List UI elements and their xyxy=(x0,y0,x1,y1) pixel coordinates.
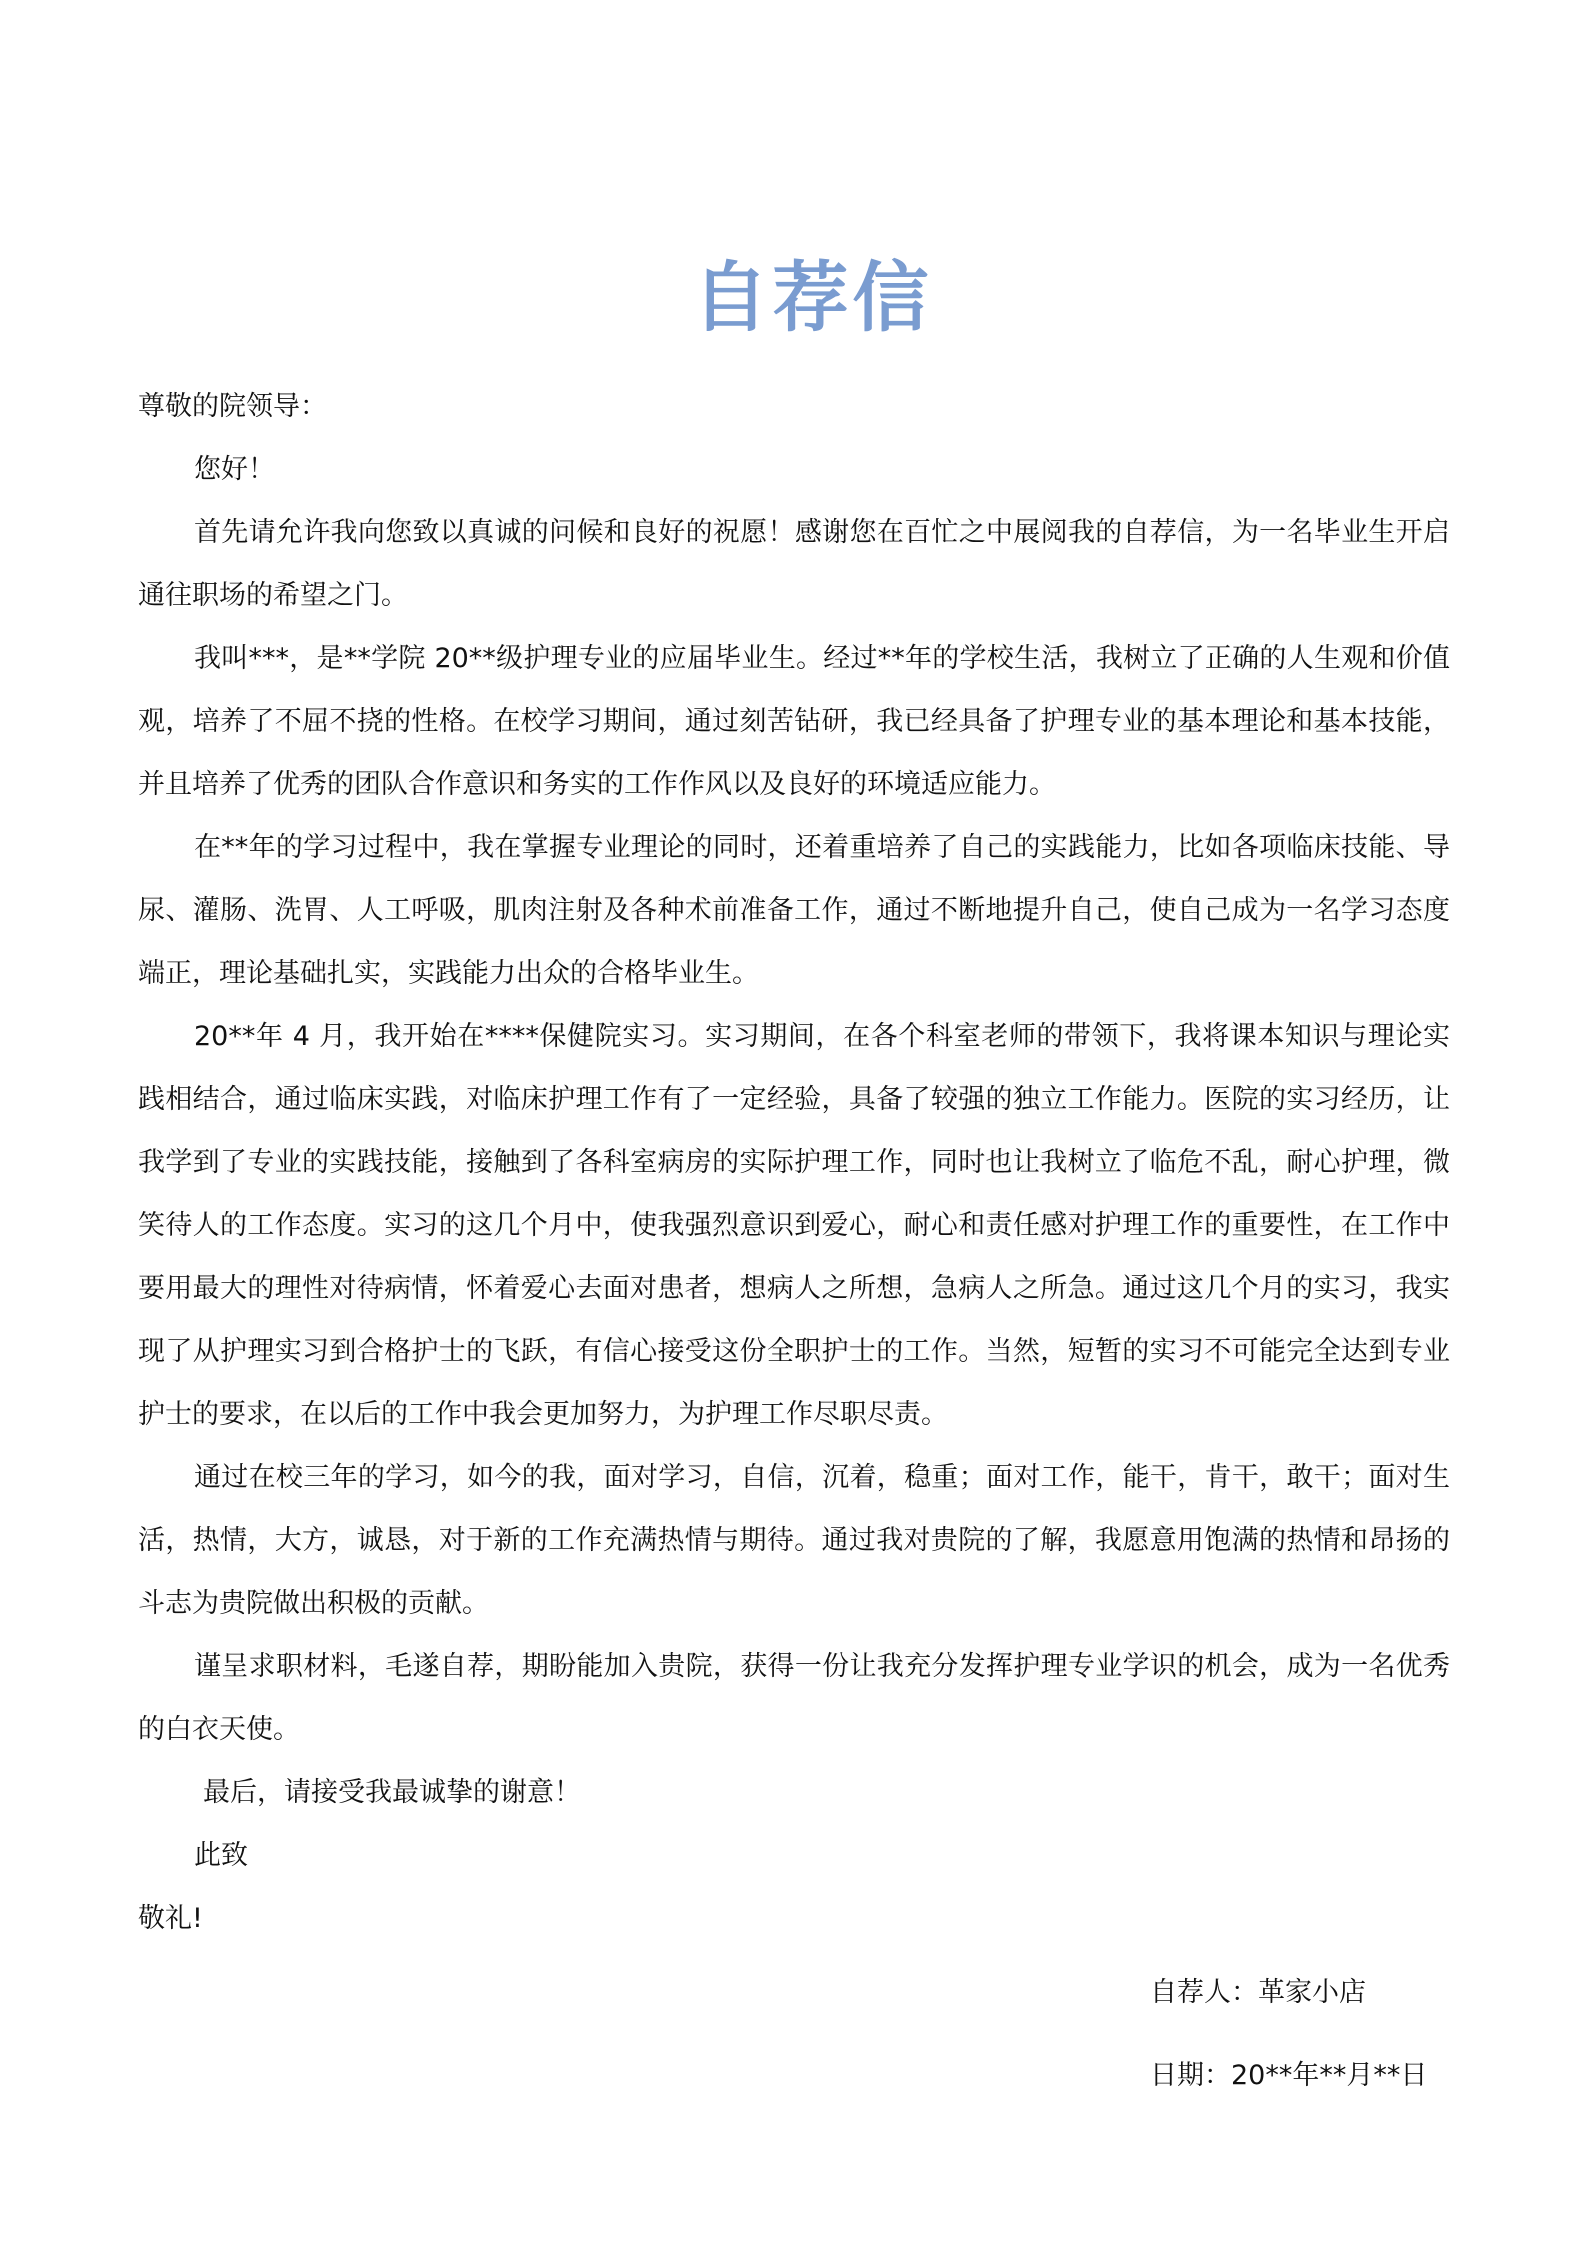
letter-body xyxy=(138,375,1450,1950)
paragraph-3: 在**年的学习过程中，我在掌握专业理论的同时，还着重培养了自己的实践能力，比如各项临床技能、导尿、灌肠、洗胃、人工呼吸，肌肉注射及各种术前准备工作，通过不断地提升自己，使自己成为一名学习态度端正，理论基础扎实，实践能力出众的合格毕业生。 xyxy=(138,832,1450,989)
salutation: 尊敬的院领导： xyxy=(138,391,327,422)
signature: 自荐人：革家小店 xyxy=(1150,1977,1366,2008)
letter-title: 自荐信 xyxy=(692,253,933,342)
paragraph-1: 首先请允许我向您致以真诚的问候和良好的祝愿！感谢您在百忙之中展阅我的自荐信，为一名毕业生开启通往职场的希望之门。 xyxy=(138,517,1450,611)
paragraph-4: 20**年 4 月，我开始在****保健院实习。实习期间，在各个科室老师的带领下，我将课本知识与理论实践相结合，通过临床实践，对临床护理工作有了一定经验，具备了较强的独立工作能力。医院的实习经历，让我学到了专业的实践技能，接触到了各科室病房的实际护理工作，同时也让我树立了临危不乱，耐心护理，微笑待人的工作态度。实习的这几个月中，使我强烈意识到爱心，耐心和责任感对护理工作的重要性，在工作中要用最大的理性对待病情，怀着爱心去面对患者，想病人之所想，急病人之所急。通过这几个月的实习，我实现了从护理实习到合格护士的飞跃，有信心接受这份全职护士的工作。当然，短暂的实习不可能完全达到专业护士的要求，在以后的工作中我会更加努力，为护理工作尽职尽责。 xyxy=(138,1021,1450,1430)
closing-line-2: 敬礼! xyxy=(138,1903,203,1934)
closing-thanks: 最后，请接受我最诚挚的谢意！ xyxy=(203,1777,581,1808)
paragraph-5: 通过在校三年的学习，如今的我，面对学习，自信，沉着，稳重；面对工作，能干，肯干，敢干；面对生活，热情，大方，诚恳，对于新的工作充满热情与期待。通过我对贵院的了解，我愿意用饱满的热情和昂扬的斗志为贵院做出积极的贡献。 xyxy=(138,1462,1450,1619)
paragraph-6: 谨呈求职材料，毛遂自荐，期盼能加入贵院，获得一份让我充分发挥护理专业学识的机会，成为一名优秀的白衣天使。 xyxy=(138,1651,1450,1745)
paragraph-2: 我叫***，是**学院 20**级护理专业的应届毕业生。经过**年的学校生活，我树立了正确的人生观和价值观，培养了不屈不挠的性格。在校学习期间，通过刻苦钻研，我已经具备了护理专业的基本理论和基本技能，并且培养了优秀的团队合作意识和务实的工作作风以及良好的环境适应能力。 xyxy=(138,643,1450,800)
greeting: 您好！ xyxy=(194,454,275,485)
date: 日期：20**年**月**日 xyxy=(1150,2060,1428,2091)
closing-line-1: 此致 xyxy=(194,1840,248,1871)
